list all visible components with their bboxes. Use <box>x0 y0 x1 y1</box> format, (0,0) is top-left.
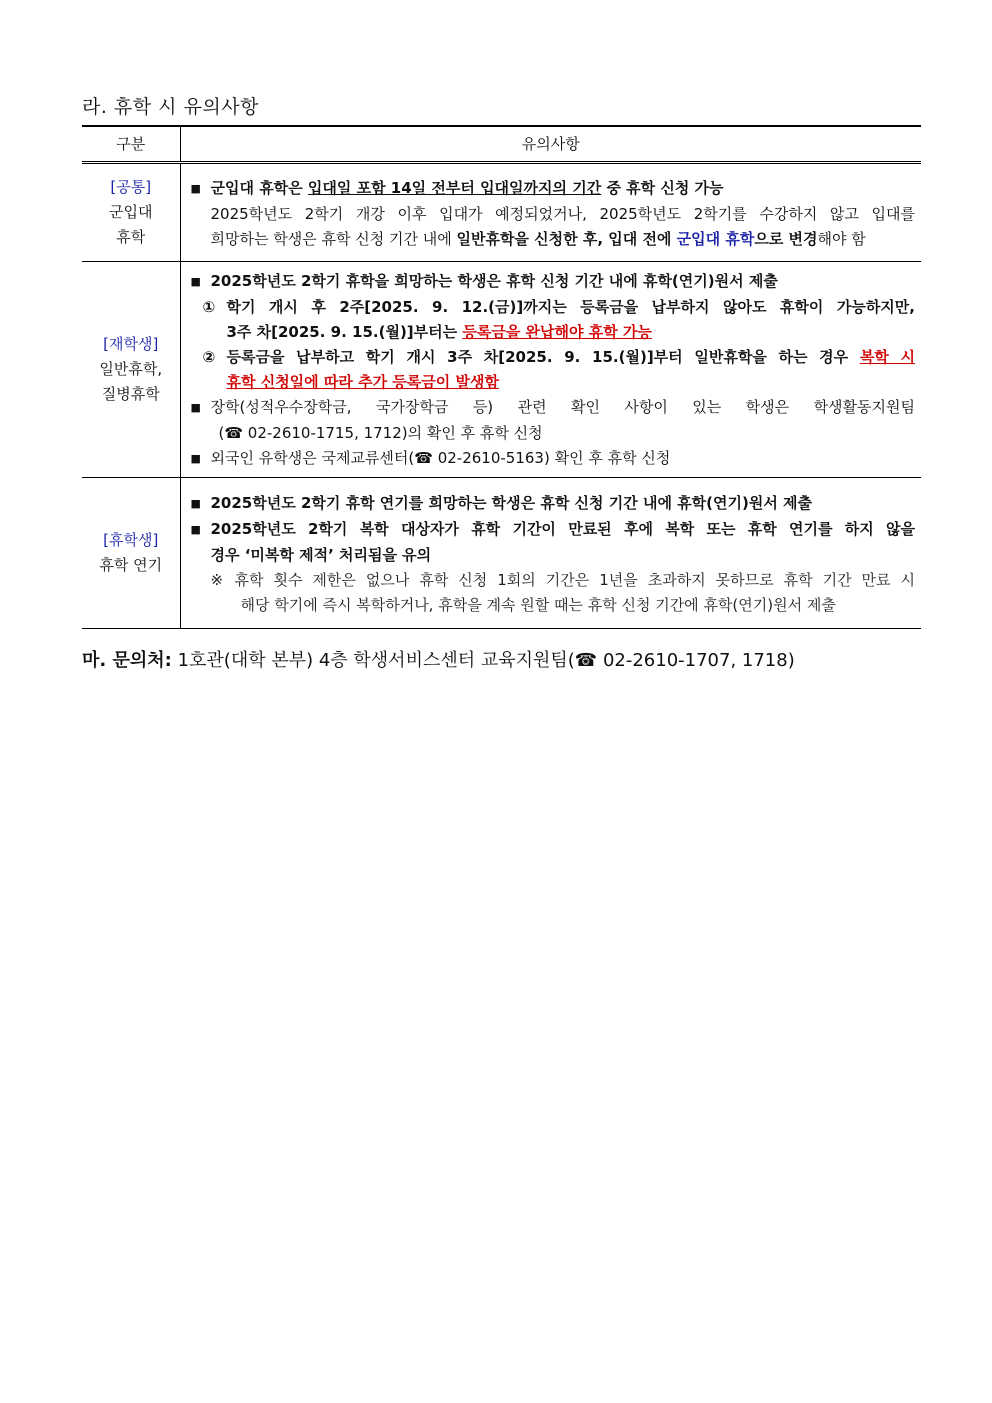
category-name: 휴학 연기 <box>99 556 163 574</box>
section-title: 라. 휴학 시 유의사항 <box>82 96 259 118</box>
highlight-blue: 군입대 휴학 <box>676 229 755 248</box>
square-bullet-icon: ■ <box>190 275 201 288</box>
numbered-line: ② 등록금을 납부하고 학기 개시 3주 차[2025. 9. 15.(월)]부터 일반휴학을 하는 경우 복학 시 <box>189 345 916 370</box>
bullet-line: ■ 장학(성적우수장학금, 국가장학금 등) 관련 확인 사항이 있는 학생은 학생활동지원팀 <box>189 395 916 421</box>
category-tag: [공통] <box>110 178 152 196</box>
numbered-line-cont: 3주 차[2025. 9. 15.(월)]부터는 등록금을 완납해야 휴학 가능 <box>226 323 652 341</box>
bullet-line: ■ 2025학년도 2학기 휴학 연기를 희망하는 학생은 휴학 신청 기간 내에 휴학(연기)원서 제출 <box>189 491 916 517</box>
bullet-line: ■ 2025학년도 2학기 휴학을 희망하는 학생은 휴학 신청 기간 내에 휴학(연기)원서 제출 <box>189 269 916 295</box>
numbered-line: ① 학기 개시 후 2주[2025. 9. 12.(금)]까지는 등록금을 납부하지 않아도 휴학이 가능하지만, <box>189 295 916 320</box>
notes-cell <box>180 478 921 629</box>
numbered-line-cont <box>189 370 916 395</box>
contact-label: 마. 문의처: <box>82 650 172 671</box>
square-bullet-icon: ■ <box>190 401 201 414</box>
category-tag: [휴학생] <box>103 531 159 549</box>
category-cell <box>82 478 180 629</box>
table-row <box>82 163 921 262</box>
notes-cell <box>180 163 921 262</box>
text-line: 희망하는 학생은 휴학 신청 기간 내에 일반휴학을 신청한 후, 입대 전에 군입대 휴학으로 변경해야 함 <box>210 229 866 248</box>
text-line: 2025학년도 2학기 개강 이후 입대가 예정되었거나, 2025학년도 2학기를 수강하지 않고 입대를 <box>210 204 915 223</box>
highlight-red: 휴학 신청일에 따라 추가 등록금이 발생함 <box>226 373 499 391</box>
contact-text: 1호관(대학 본부) 4층 학생서비스센터 교육지원팀(☎ 02-2610-1707, 1718) <box>171 650 795 671</box>
category-tag: [재학생] <box>103 335 159 353</box>
contact-info <box>82 646 795 672</box>
category-cell <box>82 262 180 478</box>
highlight-red: 등록금을 완납해야 휴학 가능 <box>462 323 652 341</box>
table-header-row <box>82 126 921 163</box>
category-name: 휴학 <box>116 228 146 246</box>
highlight-red: 복학 시 <box>859 348 915 366</box>
text-line: 경우 ‘미복학 제적’ 처리됨을 유의 <box>210 545 432 564</box>
note-line: ※ 휴학 횟수 제한은 없으나 휴학 신청 1회의 기간은 1년을 초과하지 못하므로 휴학 기간 만료 시 <box>189 568 916 593</box>
category-cell <box>82 163 180 262</box>
header-category: 구분 <box>82 126 180 163</box>
bullet-line: ■ 2025학년도 2학기 복학 대상자가 휴학 기간이 만료된 후에 복학 또는 휴학 연기를 하지 않을 <box>189 517 916 543</box>
underlined-period: 입대일 포함 14일 전부터 입대일까지의 기간 <box>307 178 602 197</box>
table-row <box>82 262 921 478</box>
bullet-line: ■ 외국인 유학생은 국제교류센터(☎ 02-2610-5163) 확인 후 휴학 신청 <box>189 446 916 472</box>
table-row <box>82 478 921 629</box>
square-bullet-icon: ■ <box>190 496 201 510</box>
square-bullet-icon: ■ <box>190 181 201 195</box>
square-bullet-icon: ■ <box>190 452 201 465</box>
notice-table <box>82 125 921 629</box>
text-line: (☎ 02-2610-1715, 1712)의 확인 후 휴학 신청 <box>218 424 543 442</box>
bullet-line: ■ 군입대 휴학은 입대일 포함 14일 전부터 입대일까지의 기간 중 휴학 신청 가능 <box>189 176 916 202</box>
note-line-cont: 해당 학기에 즉시 복학하거나, 휴학을 계속 원할 때는 휴학 신청 기간에 휴학(연기)원서 제출 <box>240 595 836 614</box>
notes-cell <box>180 262 921 478</box>
category-name: 질병휴학 <box>101 385 160 403</box>
square-bullet-icon: ■ <box>190 522 201 536</box>
category-name: 일반휴학, <box>99 360 163 378</box>
header-notes: 유의사항 <box>180 126 921 163</box>
note-mark-icon: ※ <box>210 570 224 589</box>
circled-number: ① <box>202 298 216 316</box>
category-name: 군입대 <box>109 203 153 221</box>
circled-number: ② <box>202 348 216 366</box>
